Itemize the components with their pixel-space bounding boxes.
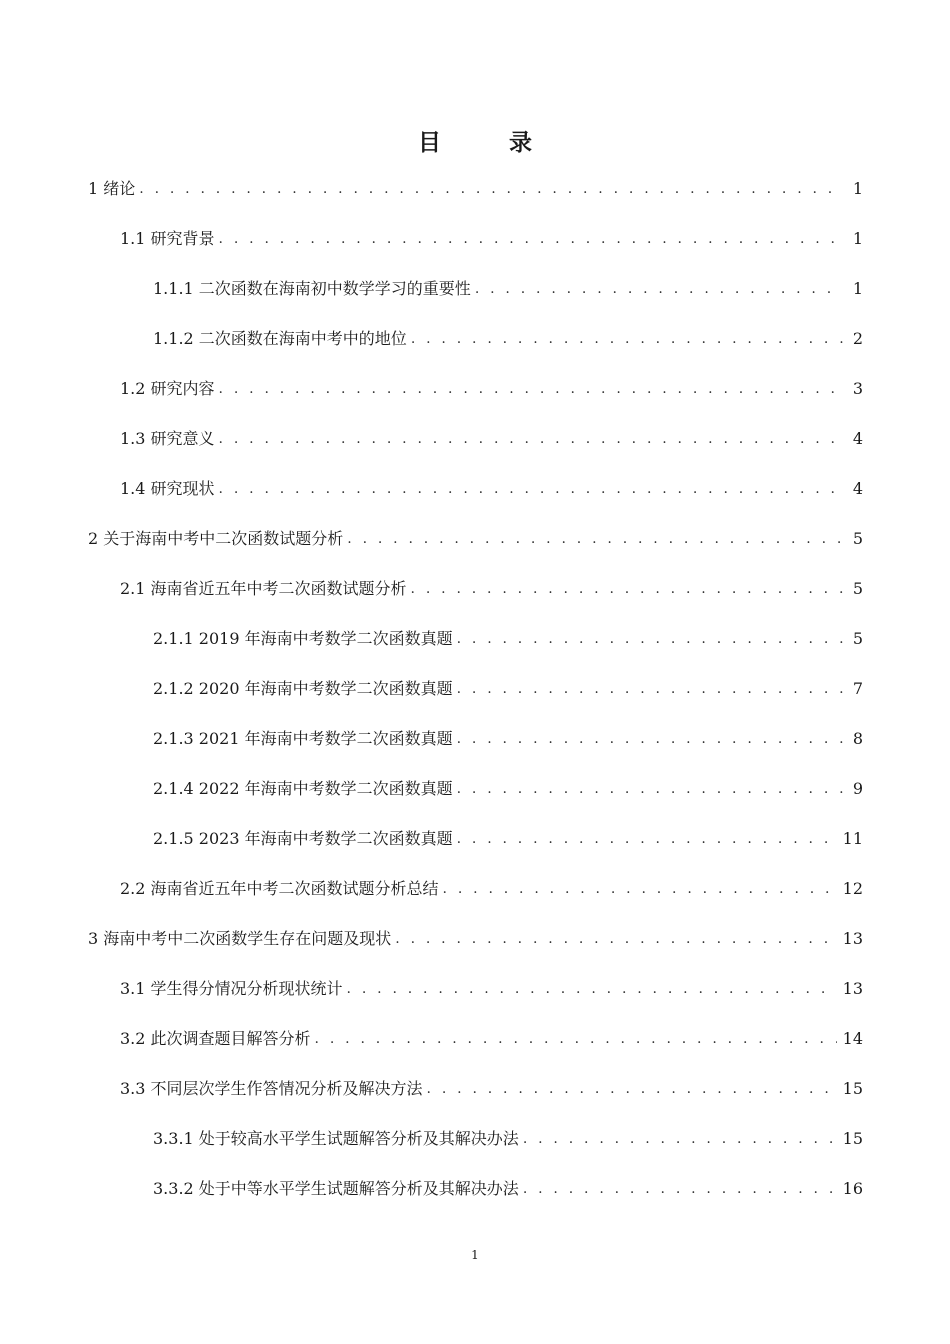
toc-entry-page: 1: [852, 279, 863, 298]
toc-entry-page: 4: [852, 429, 863, 448]
toc-leader-dots: [443, 874, 837, 904]
toc-entry-2-1[interactable]: [120, 574, 863, 604]
toc-leader-dots: [219, 224, 843, 254]
toc-leader-dots: [457, 824, 837, 854]
toc-entry-2-1-5[interactable]: [153, 824, 863, 854]
toc-entry-label: 3.3.1 处于较高水平学生试题解答分析及其解决办法: [153, 1129, 519, 1148]
toc-entry-page: 2: [852, 329, 863, 348]
toc-leader-dots: [411, 324, 843, 354]
toc-entry-3[interactable]: [88, 924, 863, 954]
toc-entry-2-2[interactable]: [120, 874, 863, 904]
toc-entry-2-1-4[interactable]: [153, 774, 863, 804]
toc-entry-label: 3.3 不同层次学生作答情况分析及解决方法: [120, 1079, 423, 1098]
toc-entry-page: 16: [842, 1179, 863, 1198]
toc-entry-label: 1.4 研究现状: [120, 479, 215, 498]
toc-entry-1-3[interactable]: [120, 424, 863, 454]
toc-entry-1-2[interactable]: [120, 374, 863, 404]
toc-entry-label: 1.1.2 二次函数在海南中考中的地位: [153, 329, 407, 348]
toc-entry-page: 1: [852, 229, 863, 248]
toc-entry-1[interactable]: [88, 174, 863, 204]
toc-entry-label: 1 绪论: [88, 179, 136, 198]
toc-entry-label: 1.2 研究内容: [120, 379, 215, 398]
toc-entry-label: 1.1.1 二次函数在海南初中数学学习的重要性: [153, 279, 471, 298]
toc-entry-page: 13: [842, 979, 863, 998]
toc-leader-dots: [219, 374, 843, 404]
toc-entry-1-1-1[interactable]: [153, 274, 863, 304]
toc-entry-label: 2.1 海南省近五年中考二次函数试题分析: [120, 579, 407, 598]
toc-entry-page: 8: [852, 729, 863, 748]
toc-entry-label: 3.3.2 处于中等水平学生试题解答分析及其解决办法: [153, 1179, 519, 1198]
toc-entry-page: 5: [852, 629, 863, 648]
toc-entry-3-3-2[interactable]: [153, 1174, 863, 1204]
toc-entry-page: 5: [852, 529, 863, 548]
toc-leader-dots: [457, 624, 843, 654]
toc-entry-page: 15: [842, 1079, 863, 1098]
page-title: 目 录: [417, 130, 562, 156]
toc-entry-page: 9: [852, 779, 863, 798]
toc-leader-dots: [475, 274, 843, 304]
toc-entry-3-1[interactable]: [120, 974, 863, 1004]
toc-entry-2-1-2[interactable]: [153, 674, 863, 704]
toc-entry-page: 7: [852, 679, 863, 698]
toc-entry-1-1[interactable]: [120, 224, 863, 254]
toc-entry-1-1-2[interactable]: [153, 324, 863, 354]
toc-entry-2-1-3[interactable]: [153, 724, 863, 754]
toc-leader-dots: [315, 1024, 837, 1054]
toc-leader-dots: [347, 524, 843, 554]
toc-leader-dots: [347, 974, 837, 1004]
toc-entry-label: 2.1.1 2019 年海南中考数学二次函数真题: [153, 629, 453, 648]
toc-entry-page: 4: [852, 479, 863, 498]
toc-entry-label: 2.1.2 2020 年海南中考数学二次函数真题: [153, 679, 453, 698]
toc-entry-page: 3: [852, 379, 863, 398]
toc-leader-dots: [411, 574, 843, 604]
toc-leader-dots: [395, 924, 836, 954]
toc-entry-3-3[interactable]: [120, 1074, 863, 1104]
toc-entry-1-4[interactable]: [120, 474, 863, 504]
toc-entry-page: 11: [842, 829, 863, 848]
page-number: 1: [471, 1248, 479, 1262]
toc-leader-dots: [457, 674, 843, 704]
toc-entry-label: 3.2 此次调查题目解答分析: [120, 1029, 311, 1048]
toc-leader-dots: [219, 474, 843, 504]
toc-entry-label: 1.3 研究意义: [120, 429, 215, 448]
toc-leader-dots: [457, 724, 843, 754]
toc-entry-page: 5: [852, 579, 863, 598]
toc-entry-label: 2.1.5 2023 年海南中考数学二次函数真题: [153, 829, 453, 848]
toc-entry-label: 2.1.4 2022 年海南中考数学二次函数真题: [153, 779, 453, 798]
toc-entry-label: 2 关于海南中考中二次函数试题分析: [88, 529, 344, 548]
toc-leader-dots: [457, 774, 843, 804]
toc-entry-label: 3 海南中考中二次函数学生存在问题及现状: [88, 929, 392, 948]
toc-entry-page: 15: [842, 1129, 863, 1148]
toc-entry-2[interactable]: [88, 524, 863, 554]
toc-entry-label: 2.1.3 2021 年海南中考数学二次函数真题: [153, 729, 453, 748]
toc-entry-2-1-1[interactable]: [153, 624, 863, 654]
toc-leader-dots: [523, 1124, 837, 1154]
toc-entry-3-3-1[interactable]: [153, 1124, 863, 1154]
toc-entry-page: 1: [852, 179, 863, 198]
toc-leader-dots: [219, 424, 843, 454]
toc-entry-page: 12: [842, 879, 863, 898]
toc-entry-label: 1.1 研究背景: [120, 229, 215, 248]
toc-entry-page: 13: [842, 929, 863, 948]
toc-leader-dots: [139, 174, 843, 204]
toc-leader-dots: [427, 1074, 837, 1104]
toc-entry-3-2[interactable]: [120, 1024, 863, 1054]
toc-entry-page: 14: [842, 1029, 863, 1048]
toc-entry-label: 3.1 学生得分情况分析现状统计: [120, 979, 343, 998]
toc-entry-label: 2.2 海南省近五年中考二次函数试题分析总结: [120, 879, 439, 898]
toc-leader-dots: [523, 1174, 837, 1204]
